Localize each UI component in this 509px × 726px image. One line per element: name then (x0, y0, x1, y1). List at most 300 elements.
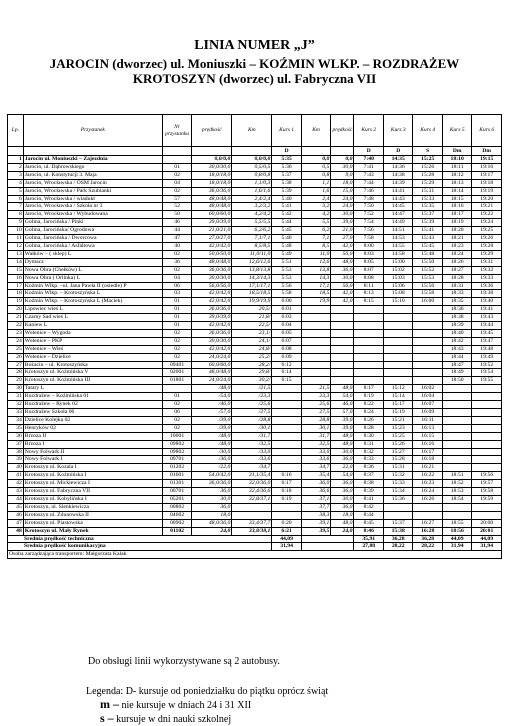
table-cell: 6:20 (272, 519, 301, 527)
table-cell: 16:13 (413, 424, 442, 432)
table-cell: 37,7 (301, 503, 330, 511)
table-cell: 12,6 (301, 258, 330, 266)
table-cell: 8:07 (354, 266, 383, 274)
table-cell: Golina, Jarocińska / Dworcowa (23, 235, 162, 243)
table-cell: 19:52 (472, 361, 502, 369)
table-cell: 0,8/0,8 (232, 171, 272, 179)
table-cell: 48 (8, 527, 24, 535)
table-cell (331, 322, 354, 330)
table-cell (413, 306, 442, 314)
table-cell: 1,6/1,6 (232, 187, 272, 195)
table-cell: 7:52 (354, 211, 383, 219)
table-cell: 30,0 (331, 163, 354, 171)
table-cell: 5:35 (272, 156, 301, 164)
table-cell: 18,5/18,5 (232, 290, 272, 298)
table-cell: 5:48 (272, 242, 301, 250)
table-cell: 26 (8, 353, 24, 361)
table-cell: 36,0/36,0 (192, 480, 232, 488)
table-cell: 36,0 (331, 456, 354, 464)
table-cell (383, 337, 412, 345)
summary-value: 36,28 (413, 535, 442, 543)
table-cell: 40 (162, 242, 191, 250)
table-cell (331, 369, 354, 377)
table-cell: 46,0 (331, 401, 354, 409)
table-cell (354, 345, 383, 353)
table-cell: 19:48 (472, 345, 502, 353)
table-cell (472, 503, 502, 511)
table-cell: 30,0 (331, 448, 354, 456)
table-cell: 18:51 (442, 472, 471, 480)
table-cell: /33,6 (232, 456, 272, 464)
table-cell: 32,4/36,6 (232, 488, 272, 496)
table-cell: 01 (162, 298, 191, 306)
table-cell: Jarocin, Wrocławska / Szkoła nr 3 (23, 203, 162, 211)
table-cell: 19:20 (472, 195, 502, 203)
table-cell: 01301 (162, 480, 191, 488)
route-subtitle (0, 56, 509, 86)
table-cell: 7:44 (354, 179, 383, 187)
table-cell: 15:23 (383, 424, 412, 432)
table-cell: 13,8 (301, 266, 330, 274)
table-cell: 60,0/60,0 (192, 361, 232, 369)
table-cell: 19:28 (472, 242, 502, 250)
table-row (8, 187, 502, 195)
table-cell: 6:18 (272, 488, 301, 496)
table-cell: 15:52 (413, 266, 442, 274)
table-cell: 5:56 (272, 282, 301, 290)
table-cell: 6:16 (272, 472, 301, 480)
table-cell: 10 (8, 227, 24, 235)
table-cell: 3,2 (301, 203, 330, 211)
table-cell: 13,8/13,8 (232, 266, 272, 274)
footnote: Osoba zarządzająca transportem: Małgorzata Kalak (8, 551, 502, 559)
header-cell: Km (301, 115, 330, 147)
table-cell: 21,0 (331, 227, 354, 235)
table-cell: 05201 (162, 495, 191, 503)
table-row (8, 337, 502, 345)
header-row (8, 115, 502, 147)
summary-value: 44,09 (442, 535, 471, 543)
summary-value (301, 543, 354, 551)
table-row (8, 242, 502, 250)
table-cell: /39,0 (192, 424, 232, 432)
table-cell: 6,2/6,2 (232, 227, 272, 235)
table-row (8, 266, 502, 274)
legend (86, 686, 328, 726)
table-cell: 33,0 (301, 448, 330, 456)
table-cell: 39 (8, 456, 24, 464)
table-cell: 36,0 (331, 266, 354, 274)
table-cell: 19:16 (472, 163, 502, 171)
table-cell: 42,0 (331, 242, 354, 250)
table-cell (383, 322, 412, 330)
day-code: D (272, 147, 301, 156)
table-cell: Jarocin, ul. Dąbrowskiego (23, 163, 162, 171)
table-cell: 18:50 (442, 377, 471, 385)
table-cell: /30,0 (192, 448, 232, 456)
table-cell (354, 329, 383, 337)
table-cell (232, 503, 272, 511)
table-cell (272, 456, 301, 464)
table-cell: 36,0 (331, 488, 354, 496)
legend-item-m (86, 698, 328, 712)
table-cell (383, 377, 412, 385)
table-cell: 5 (8, 187, 24, 195)
table-cell: 18:10 (442, 156, 471, 164)
table-row (8, 306, 502, 314)
table-cell (301, 314, 330, 322)
table-cell: /54,0 (192, 393, 232, 401)
table-cell: 46 (8, 511, 24, 519)
table-cell: /46,0 (192, 401, 232, 409)
table-cell (354, 353, 383, 361)
table-cell: 14:55 (383, 242, 412, 250)
table-row (8, 314, 502, 322)
table-cell (272, 385, 301, 393)
table-cell: 02 (162, 424, 191, 432)
table-cell: Czarny Sad wieś L (23, 314, 162, 322)
table-cell: 15,0 (331, 187, 354, 195)
summary-value: 31,94 (272, 543, 301, 551)
table-cell: 14:38 (383, 171, 412, 179)
table-cell: Dymacz (23, 258, 162, 266)
table-cell (383, 353, 412, 361)
table-cell: Krotoszyn ul. Kobylińska I (23, 495, 162, 503)
table-cell: 18:14 (442, 187, 471, 195)
table-cell: 0,8 (301, 171, 330, 179)
table-cell: 02001 (162, 369, 191, 377)
table-cell: 8:11 (354, 282, 383, 290)
summary-value: 44,09 (272, 535, 301, 543)
table-cell: 15 (8, 266, 24, 274)
table-row (8, 345, 502, 353)
table-row (8, 416, 502, 424)
table-cell: 2,4 (301, 195, 330, 203)
table-cell: 15:29 (413, 179, 442, 187)
table-cell: 37 (8, 440, 24, 448)
summary-value: 36,28 (383, 535, 412, 543)
table-cell: 36 (162, 258, 191, 266)
table-cell: 18:23 (442, 242, 471, 250)
table-cell: 8:30 (354, 432, 383, 440)
table-cell: Brzoza I (23, 440, 162, 448)
table-cell (442, 432, 471, 440)
subtitle-line: JAROCIN (dworzec) ul. Moniuszki – KOŹMIN WLKP. – ROZDRAŻEW (49, 56, 460, 71)
table-cell: 17,1 (301, 282, 330, 290)
table-row (8, 322, 502, 330)
table-cell: 19:32 (472, 266, 502, 274)
table-cell: 48,0/48,0 (192, 369, 232, 377)
table-cell: 8 (8, 211, 24, 219)
table-cell: 7 (8, 203, 24, 211)
table-cell: 36,0 (301, 480, 330, 488)
table-cell: 15:31 (383, 464, 412, 472)
table-cell: Jarocin, Wrocławska / wiadukt (23, 195, 162, 203)
table-cell: 15:45 (413, 242, 442, 250)
table-cell: 36,0 (331, 480, 354, 488)
table-cell: 48,0/48,0 (192, 195, 232, 203)
table-cell: 01 (162, 322, 191, 330)
table-cell: 14:47 (383, 211, 412, 219)
summary-value: 31,94 (442, 543, 471, 551)
table-cell: 7,1/7,1 (232, 235, 272, 243)
table-cell: 18:47 (442, 361, 471, 369)
table-cell: 6:15 (272, 377, 301, 385)
table-cell: 36,0/36,0 (192, 187, 232, 195)
table-row (8, 179, 502, 187)
table-cell: 8:38 (354, 480, 383, 488)
table-cell: 12,6/12,6 (232, 258, 272, 266)
table-cell (301, 337, 330, 345)
table-cell: 5:36 (272, 163, 301, 171)
table-cell: 14 (8, 258, 24, 266)
table-row (8, 401, 502, 409)
table-cell: 5:40 (272, 195, 301, 203)
table-cell: 8:41 (354, 495, 383, 503)
table-cell (272, 511, 301, 519)
table-cell: 19:26 (472, 235, 502, 243)
table-cell (472, 456, 502, 464)
table-cell: Jarocin, Wrocławska / Park Szubianki (23, 187, 162, 195)
table-cell: 19:47 (472, 337, 502, 345)
table-cell: Golina, Jarocińska / Asfaltowa (23, 242, 162, 250)
table-cell: 48,0 (331, 519, 354, 527)
table-cell: 01102 (162, 527, 191, 535)
table-row (8, 472, 502, 480)
table-cell: Rozdrażew – Koźmińska 01 (23, 393, 162, 401)
table-cell (413, 345, 442, 353)
table-cell: 8:39 (354, 488, 383, 496)
table-cell: 09802 (162, 440, 191, 448)
table-cell (472, 448, 502, 456)
table-cell: 8:24 (354, 409, 383, 417)
table-cell: 42,0 (331, 290, 354, 298)
table-cell: 20,5/ (232, 306, 272, 314)
table-cell: 27,0/27,0 (192, 235, 232, 243)
table-cell: 2,4/2,4 (232, 195, 272, 203)
table-cell: 14:39 (383, 179, 412, 187)
table-cell: 35,4 (301, 472, 330, 480)
table-cell: 5:41 (272, 203, 301, 211)
table-cell: Golina, Jarocińska/ Ogrodowa (23, 227, 162, 235)
table-row (8, 480, 502, 488)
summary-value: 28,22 (413, 543, 442, 551)
header-cell: Kurs 3 (383, 115, 412, 147)
table-cell: 27,5 (301, 409, 330, 417)
table-cell: 25 (8, 345, 24, 353)
table-cell: /22,0 (192, 464, 232, 472)
table-cell (272, 432, 301, 440)
table-cell: 4 (8, 179, 24, 187)
table-row (8, 282, 502, 290)
table-cell (232, 511, 272, 519)
header-cell: prędkość (331, 115, 354, 147)
table-cell: 1 (8, 156, 24, 164)
summary-value: 44,09 (472, 535, 502, 543)
table-row (8, 235, 502, 243)
table-cell: Krotoszyn ul. Piastowska (23, 519, 162, 527)
table-cell: 14:53 (383, 235, 412, 243)
table-row (8, 503, 502, 511)
table-cell: Wolenice – PKP (23, 337, 162, 345)
table-cell: 8:08 (354, 274, 383, 282)
table-cell: 16 (8, 274, 24, 282)
table-cell: Jarocin, ul. Konstytucji 3. Maja (23, 171, 162, 179)
table-cell (442, 456, 471, 464)
table-cell: 6:00 (272, 298, 301, 306)
table-cell: 16:21 (413, 464, 442, 472)
table-cell: 27 (8, 361, 24, 369)
table-cell: 16:16 (413, 440, 442, 448)
table-cell: 8:37 (354, 472, 383, 480)
table-cell (442, 464, 471, 472)
table-cell: 6:12 (272, 361, 301, 369)
table-cell: 19:49 (472, 353, 502, 361)
table-row (8, 163, 502, 171)
table-cell: 33,8/38,1 (232, 527, 272, 535)
table-cell: 19:29 (472, 250, 502, 258)
table-cell: 18,0 (192, 511, 232, 519)
table-cell: 0,5/0,5 (232, 163, 272, 171)
table-cell: 36,0 (192, 503, 232, 511)
table-row (8, 511, 502, 519)
table-cell: Jarocin, Wrocławska / Wybudowana (23, 211, 162, 219)
table-row (8, 361, 502, 369)
table-cell: 35 (8, 424, 24, 432)
table-cell (301, 345, 330, 353)
table-cell: 09701 (162, 456, 191, 464)
table-cell: 5:38 (272, 179, 301, 187)
table-cell: 15:48 (413, 250, 442, 258)
summary-value: 31,94 (472, 543, 502, 551)
table-cell: 14:49 (383, 219, 412, 227)
table-cell: 19:40 (472, 298, 502, 306)
table-cell: Nowa Obra (Chełków) L (23, 266, 162, 274)
table-cell (442, 409, 471, 417)
table-cell: 15:25 (413, 156, 442, 164)
table-row (8, 495, 502, 503)
timetable-body (8, 156, 502, 536)
table-cell: 16:24 (413, 488, 442, 496)
table-cell: 04 (162, 274, 191, 282)
table-cell: 48,0 (331, 432, 354, 440)
table-cell: 5:46 (272, 235, 301, 243)
table-cell: 28 (8, 369, 24, 377)
table-cell: 18:21 (442, 235, 471, 243)
table-cell: 8:22 (354, 401, 383, 409)
table-cell: 44 (8, 495, 24, 503)
table-cell (331, 306, 354, 314)
table-cell: 19:41 (472, 306, 502, 314)
table-cell (413, 361, 442, 369)
table-cell: 1,1 (301, 179, 330, 187)
table-cell: 30,0/30,0 (192, 274, 232, 282)
table-cell: 7:50 (354, 203, 383, 211)
legend-symbol: s – (100, 711, 114, 725)
table-cell: 18:54 (442, 495, 471, 503)
table-cell: 39,0 (331, 416, 354, 424)
table-cell: 8:42 (354, 503, 383, 511)
table-cell (301, 322, 330, 330)
table-cell: 30 (8, 385, 24, 393)
table-cell: 18:39 (442, 322, 471, 330)
table-cell: 14:43 (383, 195, 412, 203)
table-cell: 5:45 (272, 227, 301, 235)
table-cell: /39,0 (192, 416, 232, 424)
table-cell: 11,0/11,0 (232, 250, 272, 258)
table-cell: 15:36 (383, 495, 412, 503)
table-cell: 19:59 (472, 495, 502, 503)
table-cell (383, 511, 412, 519)
table-cell: 16:23 (413, 480, 442, 488)
table-cell: 19,9 (301, 298, 330, 306)
table-cell: /32,5 (232, 440, 272, 448)
table-cell: 19:19 (472, 187, 502, 195)
table-row (8, 274, 502, 282)
table-cell (354, 369, 383, 377)
table-cell: 5:53 (272, 274, 301, 282)
table-cell: 24,1/ (232, 337, 272, 345)
table-cell: 41 (8, 472, 24, 480)
table-cell: 38,3 (301, 511, 330, 519)
table-cell: Krotoszyn ul. Koźmińska III (23, 377, 162, 385)
table-cell: 15:19 (383, 409, 412, 417)
table-cell: 15:26 (383, 440, 412, 448)
table-row (8, 195, 502, 203)
table-cell: /48,0 (192, 385, 232, 393)
table-cell: 15:08 (383, 290, 412, 298)
table-cell: 4,2/4,2 (232, 211, 272, 219)
header-cell: prędkość (192, 115, 232, 147)
table-cell: 03 (162, 290, 191, 298)
table-cell: 15:26 (413, 163, 442, 171)
table-cell: 6:19 (272, 495, 301, 503)
table-cell: 39,0/39,0 (192, 219, 232, 227)
table-cell: 19:18 (472, 179, 502, 187)
table-cell: 42,0/42,0 (192, 298, 232, 306)
table-cell: 19:21 (472, 203, 502, 211)
table-cell: 48,0/36,0 (192, 519, 232, 527)
table-cell (442, 385, 471, 393)
table-cell: Wolenice – Wygoda (23, 329, 162, 337)
table-cell: 18:36 (442, 306, 471, 314)
table-cell: 15:33 (383, 480, 412, 488)
table-cell: 17,1/17,1 (232, 282, 272, 290)
table-cell: 8,5/8,5 (232, 242, 272, 250)
table-cell: 36,0 (331, 503, 354, 511)
table-cell: 11,0 (301, 250, 330, 258)
table-cell: 19:36 (472, 282, 502, 290)
table-cell: 18:28 (442, 274, 471, 282)
table-cell (272, 424, 301, 432)
table-cell: 15:27 (383, 448, 412, 456)
table-cell: 01 (162, 393, 191, 401)
table-row (8, 393, 502, 401)
table-cell: 5:53 (272, 266, 301, 274)
table-row (8, 440, 502, 448)
table-cell (383, 369, 412, 377)
table-cell (442, 511, 471, 519)
table-cell: 0,0 (301, 156, 330, 164)
table-cell: 15:58 (413, 290, 442, 298)
table-cell: Krotoszyn ul. Kozala I (23, 464, 162, 472)
table-cell: Krotoszyn, ul. Sienkiewicza (23, 503, 162, 511)
table-cell (354, 361, 383, 369)
table-cell: 18,0/18,0 (192, 179, 232, 187)
table-cell: 33,4/37,7 (232, 519, 272, 527)
table-cell: 15:14 (383, 393, 412, 401)
legend-symbol: m – (100, 697, 119, 711)
